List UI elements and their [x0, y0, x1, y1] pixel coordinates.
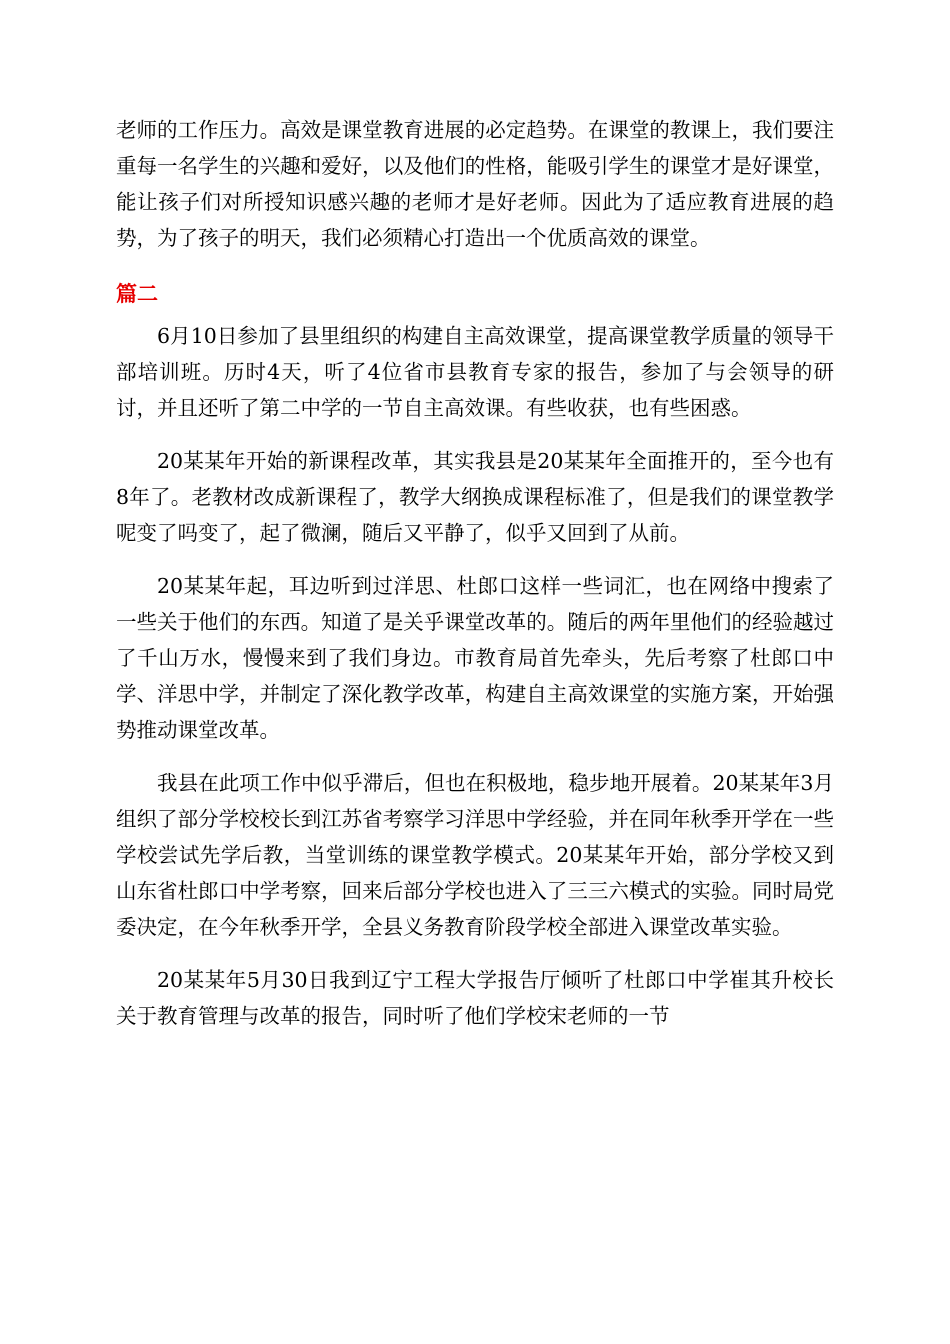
- paragraph-3: 20某某年起，耳边听到过洋思、杜郎口这样一些词汇，也在网络中搜索了一些关于他们的东西。知道了是关乎课堂改革的。随后的两年里他们的经验越过了千山万水，慢慢来到了我们身边。市教育局首先牵头，先后考察了杜郎口中学、洋思中学，并制定了深化教学改革，构建自主高效课堂的实施方案，开始强势推动课堂改革。: [116, 574, 834, 742]
- paragraph-continued: 老师的工作压力。高效是课堂教育进展的必定趋势。在课堂的教课上，我们要注重每一名学生的兴趣和爱好，以及他们的性格，能吸引学生的课堂才是好课堂，能让孩子们对所授知识感兴趣的老师才是好老师。因此为了适应教育进展的趋势，为了孩子的明天，我们必须精心打造出一个优质高效的课堂。: [116, 118, 834, 250]
- paragraph-2: 20某某年开始的新课程改革，其实我县是20某某年全面推开的，至今也有8年了。老教材改成新课程了，教学大纲换成课程标准了，但是我们的课堂教学呢变了吗变了，起了微澜，随后又平静了，似乎又回到了从前。: [116, 449, 834, 545]
- paragraph-1: 6月10日参加了县里组织的构建自主高效课堂，提高课堂教学质量的领导干部培训班。历时4天，听了4位省市县教育专家的报告，参加了与会领导的研讨，并且还听了第二中学的一节自主高效课。有些收获，也有些困惑。: [116, 324, 834, 420]
- section-heading: 篇二: [116, 282, 158, 306]
- paragraph-4: 我县在此项工作中似乎滞后，但也在积极地，稳步地开展着。20某某年3月组织了部分学校校长到江苏省考察学习洋思中学经验，并在同年秋季开学在一些学校尝试先学后教，当堂训练的课堂教学模式。20某某年开始，部分学校又到山东省杜郎口中学考察，回来后部分学校也进入了三三六模式的实验。同时局党委决定，在今年秋季开学，全县义务教育阶段学校全部进入课堂改革实验。: [116, 771, 834, 939]
- document-page: [116, 112, 834, 1034]
- paragraph-5: 20某某年5月30日我到辽宁工程大学报告厅倾听了杜郎口中学崔其升校长关于教育管理与改革的报告，同时听了他们学校宋老师的一节: [116, 968, 834, 1028]
